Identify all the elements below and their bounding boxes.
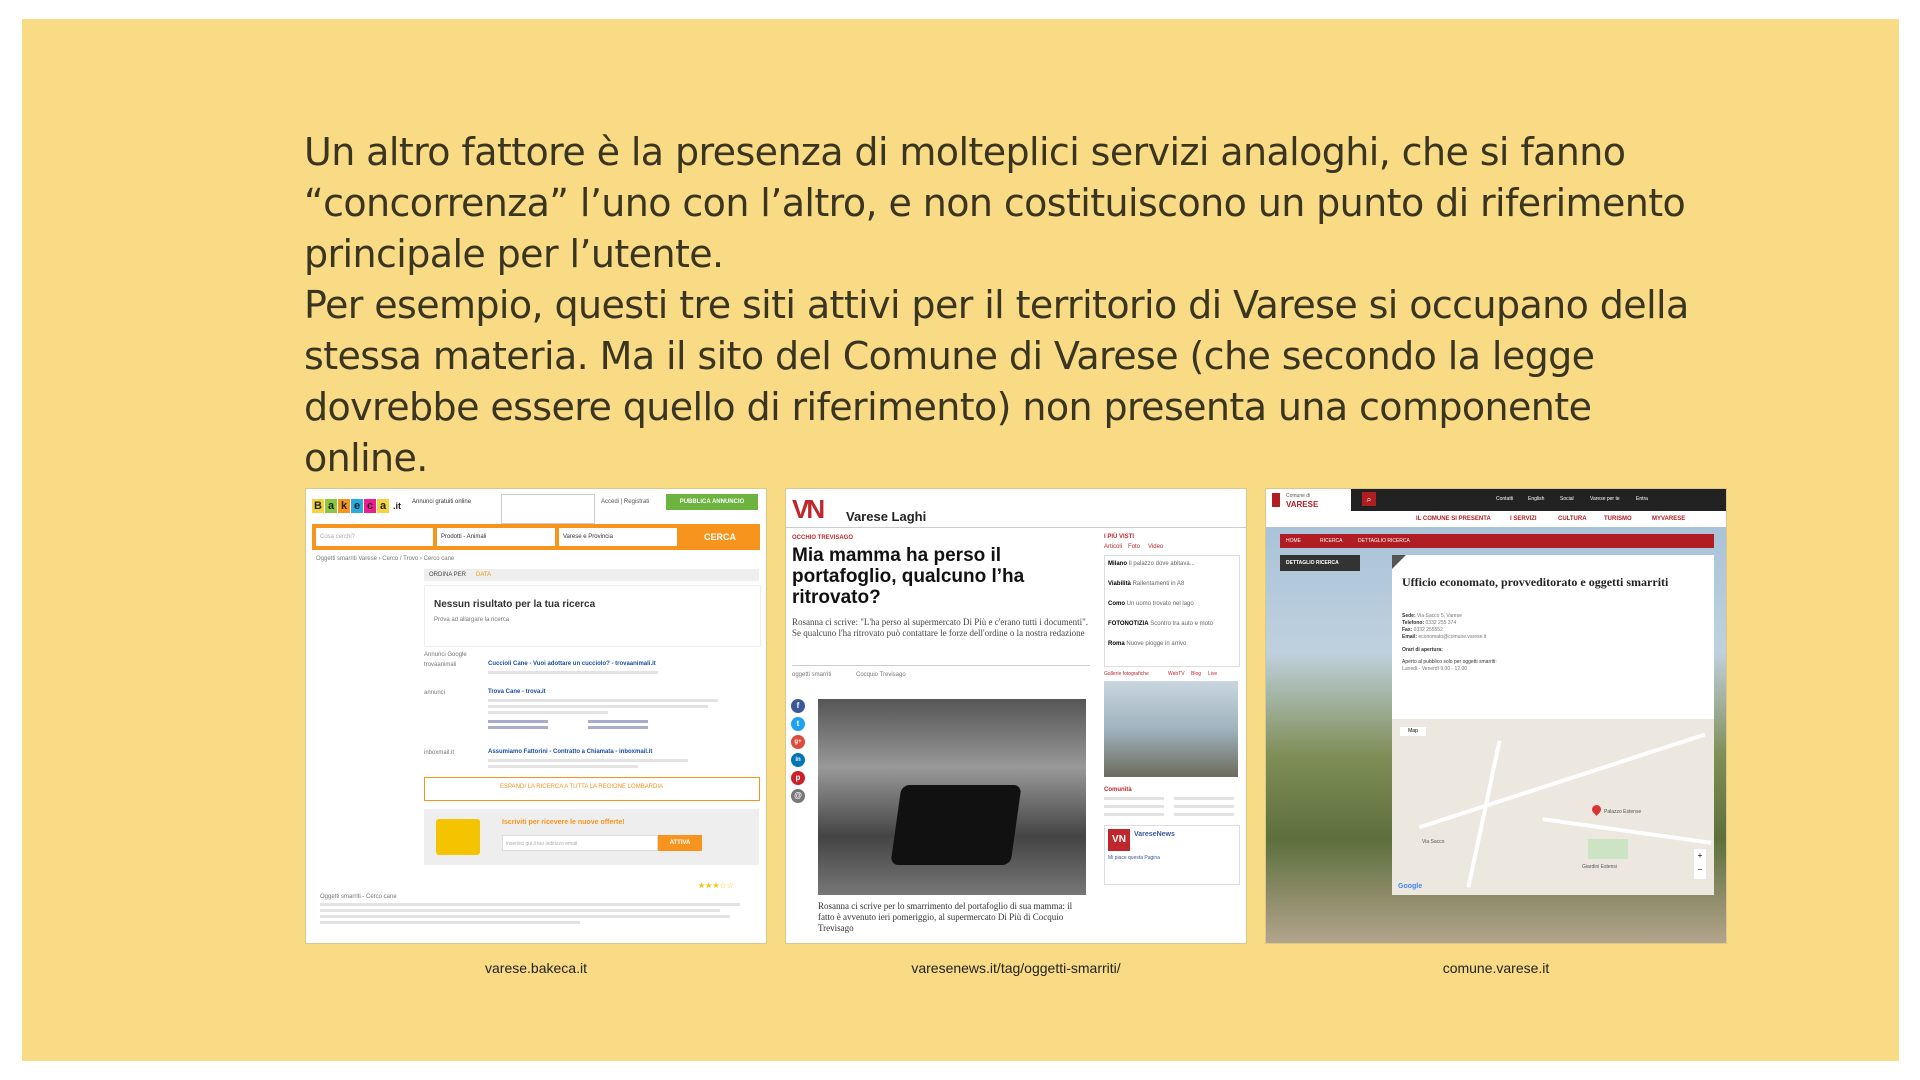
facebook-share-icon[interactable]: f bbox=[791, 699, 805, 713]
map-park bbox=[1588, 839, 1628, 859]
comune-caption: comune.varese.it bbox=[1442, 960, 1550, 976]
ad-source: annunci bbox=[424, 690, 446, 696]
community-label: Comunità bbox=[1104, 787, 1132, 793]
hours-detail: Lunedì - Venerdì 9.00 - 12.00 bbox=[1402, 666, 1468, 672]
map-label: Palazzo Estense bbox=[1604, 809, 1642, 815]
article-headline: Mia mamma ha perso il portafoglio, qualcuno l’ha ritrovato? bbox=[792, 545, 1025, 608]
sidebar-tab-video[interactable]: Video bbox=[1148, 544, 1164, 550]
varesenews-screenshot bbox=[786, 489, 1246, 943]
bakeca-screenshot bbox=[306, 489, 766, 943]
ads-label: Annunci Google bbox=[424, 652, 467, 658]
map-label: Via Sacco bbox=[1422, 839, 1445, 845]
subscribe-button[interactable]: ATTIVA bbox=[658, 835, 702, 851]
example-paragraph: Per esempio, questi tre siti attivi per il territorio di Varese si occupano della stessa materia. Ma il sito del Comune di Varese (che secondo la legge dovrebbe essere quello di riferimento) non presenta una componente online. bbox=[304, 283, 1689, 480]
wallet-shape bbox=[890, 785, 1021, 865]
meta-place[interactable]: Cocquio Trevisago bbox=[856, 672, 906, 678]
most-viewed-item[interactable]: Como Un uomo trovato nel lago bbox=[1108, 601, 1194, 607]
breadcrumb: Oggetti smarriti Varese › Cerco / Trovo › Cerco cane bbox=[316, 556, 455, 562]
varesenews-caption: varesenews.it/tag/oggetti-smarriti/ bbox=[911, 960, 1121, 976]
gallery-tab[interactable]: Live bbox=[1208, 671, 1218, 677]
info-tooltip bbox=[501, 494, 595, 524]
most-viewed-item[interactable]: Viabilità Rallentamenti in A8 bbox=[1108, 581, 1185, 587]
gallery-tab[interactable]: Blog bbox=[1191, 671, 1202, 677]
logo-text: VARESE bbox=[1286, 500, 1319, 509]
logo-small-text: Comune di bbox=[1286, 493, 1311, 499]
top-link-contacts[interactable]: Contatti bbox=[1496, 496, 1514, 502]
gallery-tab[interactable]: WebTV bbox=[1168, 671, 1185, 677]
ad-source: trovaanimali bbox=[424, 662, 457, 668]
pinterest-share-icon[interactable]: p bbox=[791, 771, 805, 785]
wallet-photo bbox=[818, 699, 1086, 895]
office-field: Telefono: 0332 255 374 bbox=[1402, 620, 1457, 626]
top-link-english[interactable]: English bbox=[1528, 496, 1545, 502]
crumb-home[interactable]: HOME bbox=[1286, 538, 1301, 544]
office-field: Fax: 0332 255552 bbox=[1402, 627, 1443, 633]
sidebar-tab-photos[interactable]: Foto bbox=[1128, 544, 1141, 550]
most-viewed-item[interactable]: Milano Il palazzo dove abitava... bbox=[1108, 561, 1195, 567]
date-tab[interactable]: DATA bbox=[476, 572, 492, 578]
ad-link[interactable]: Trova Cane - trova.it bbox=[488, 689, 546, 695]
office-field: Sede: Via Sacco 5, Varese bbox=[1402, 613, 1462, 619]
category-select[interactable]: Prodotti - Animali bbox=[437, 528, 555, 546]
bakeca-tagline: Annunci gratuiti online bbox=[412, 499, 472, 505]
intro-paragraph: Un altro fattore è la presenza di molteplici servizi analoghi, che si fanno “concorrenza” l’uno con l’altro, e non costituiscono un punto di riferimento principale per l’utente. bbox=[304, 130, 1686, 276]
article-kicker: OCCHIO TREVISAGO bbox=[792, 535, 854, 541]
most-viewed-item[interactable]: Roma Nuove piogge in arrivo bbox=[1108, 641, 1187, 647]
office-field: Email: economato@comune.varese.it bbox=[1402, 634, 1487, 640]
login-link[interactable]: Accedi | Registrati bbox=[601, 499, 650, 505]
promo-label[interactable]: VareseNews bbox=[1134, 831, 1175, 838]
nav-servizi[interactable]: I SERVIZI bbox=[1510, 516, 1537, 522]
like-page-button[interactable]: Mi piace questa Pagina bbox=[1108, 855, 1160, 861]
map-widget[interactable] bbox=[1392, 719, 1714, 895]
nav-turismo[interactable]: TURISMO bbox=[1604, 516, 1632, 522]
publish-button[interactable]: PUBBLICA ANNUNCIO bbox=[666, 494, 758, 510]
expand-search-link[interactable]: ESPANDI LA RICERCA A TUTTA LA REGIONE LOMBARDIA bbox=[500, 784, 664, 790]
sidebar-tab-articles[interactable]: Articoli bbox=[1104, 544, 1123, 550]
search-button[interactable]: CERCA bbox=[681, 525, 759, 549]
search-icon[interactable]: ⌕ bbox=[1362, 492, 1376, 506]
sidebar-title: I PIÙ VISTI bbox=[1104, 534, 1135, 540]
top-link-varese-per-te[interactable]: Varese per te bbox=[1590, 496, 1620, 502]
envelope-icon bbox=[436, 819, 480, 855]
bakeca-logo: B a k e c a .it bbox=[312, 496, 405, 514]
map-type-toggle[interactable]: Map bbox=[1400, 727, 1426, 736]
twitter-share-icon[interactable]: t bbox=[791, 717, 805, 731]
nav-cultura[interactable]: CULTURA bbox=[1558, 516, 1587, 522]
bakeca-caption: varese.bakeca.it bbox=[485, 960, 587, 976]
article-body: Rosanna ci scrive per lo smarrimento del portafoglio di sua mamma: il fatto è avvenuto ieri pomeriggio, al supermercato Di Più di Cocquio Trevisago bbox=[818, 901, 1073, 933]
search-input[interactable]: Cosa cerchi? bbox=[316, 528, 433, 546]
footer-title: Oggetti smarriti - Cerco cane bbox=[320, 894, 397, 900]
vn-logo[interactable]: VN bbox=[792, 494, 823, 524]
map-label: Giardini Estensi bbox=[1582, 864, 1618, 870]
most-viewed-item[interactable]: FOTONOTIZIA Scontro tra auto e moto bbox=[1108, 621, 1213, 627]
hours-text: Aperto al pubblico solo per oggetti smarriti: bbox=[1402, 659, 1497, 665]
linkedin-share-icon[interactable]: in bbox=[791, 753, 805, 767]
no-results-subtitle: Prova ad allargare la ricerca bbox=[434, 617, 510, 623]
nav-myvarese[interactable]: MYVARESE bbox=[1652, 516, 1686, 522]
vn-small-logo: VN bbox=[1108, 829, 1130, 851]
article-lead: Rosanna ci scrive: "L'ha perso al supermercato Di Più e c'erano tutti i documenti". Se qualcuno l'ha ritrovato può contattare le forze dell'ordine o la nostra redazione bbox=[792, 617, 1089, 638]
map-provider-logo: Google bbox=[1398, 883, 1423, 890]
section-label: DETTAGLIO RICERCA bbox=[1286, 560, 1339, 566]
map-road bbox=[1419, 733, 1706, 830]
ad-source: inboxmail.it bbox=[424, 750, 455, 756]
meta-tag[interactable]: oggetti smarriti bbox=[792, 672, 832, 678]
office-title: Ufficio economato, provveditorato e oggetti smarriti bbox=[1402, 575, 1669, 589]
top-link-login[interactable]: Entra bbox=[1636, 496, 1648, 502]
email-share-icon[interactable]: @ bbox=[791, 789, 805, 803]
most-viewed-list bbox=[1104, 555, 1240, 667]
hours-title: Orari di apertura: bbox=[1402, 647, 1443, 653]
crumb-search[interactable]: RICERCA bbox=[1320, 538, 1343, 544]
map-pin-icon[interactable] bbox=[1590, 803, 1603, 816]
google-plus-share-icon[interactable]: g+ bbox=[791, 735, 805, 749]
ad-link[interactable]: Cuccioli Cane - Vuoi adottare un cucciolo? - trovaanimali.it bbox=[488, 661, 656, 667]
subscribe-title: Iscriviti per ricevere le nuove offerte! bbox=[502, 819, 625, 826]
crumb-detail: DETTAGLIO RICERCA bbox=[1358, 538, 1410, 544]
email-input[interactable]: inserisci qui il tuo indirizzo email bbox=[502, 835, 658, 851]
coat-of-arms-icon bbox=[1272, 493, 1280, 507]
nav-comune[interactable]: IL COMUNE SI PRESENTA bbox=[1416, 516, 1491, 522]
comune-screenshot bbox=[1266, 489, 1726, 943]
card-corner-arrow bbox=[1392, 555, 1406, 569]
ad-link[interactable]: Assumiamo Fattorini - Contratto a Chiamata - inboxmail.it bbox=[488, 749, 653, 755]
vn-section[interactable]: Varese Laghi bbox=[846, 509, 927, 524]
location-select[interactable]: Varese e Provincia bbox=[559, 528, 677, 546]
top-link-social[interactable]: Social bbox=[1560, 496, 1574, 502]
map-road bbox=[1466, 740, 1501, 888]
no-results-title: Nessun risultato per la tua ricerca bbox=[434, 599, 596, 610]
sort-bar bbox=[424, 569, 759, 581]
breadcrumb-bar bbox=[1280, 534, 1714, 548]
gallery-tab[interactable]: Gallerie fotografiche bbox=[1104, 671, 1149, 677]
sort-tab[interactable]: ORDINA PER bbox=[429, 572, 467, 578]
map-zoom-control[interactable]: + − bbox=[1694, 849, 1706, 879]
gallery-photo[interactable] bbox=[1104, 681, 1238, 777]
rating-stars: ★★★☆☆ bbox=[698, 881, 734, 890]
